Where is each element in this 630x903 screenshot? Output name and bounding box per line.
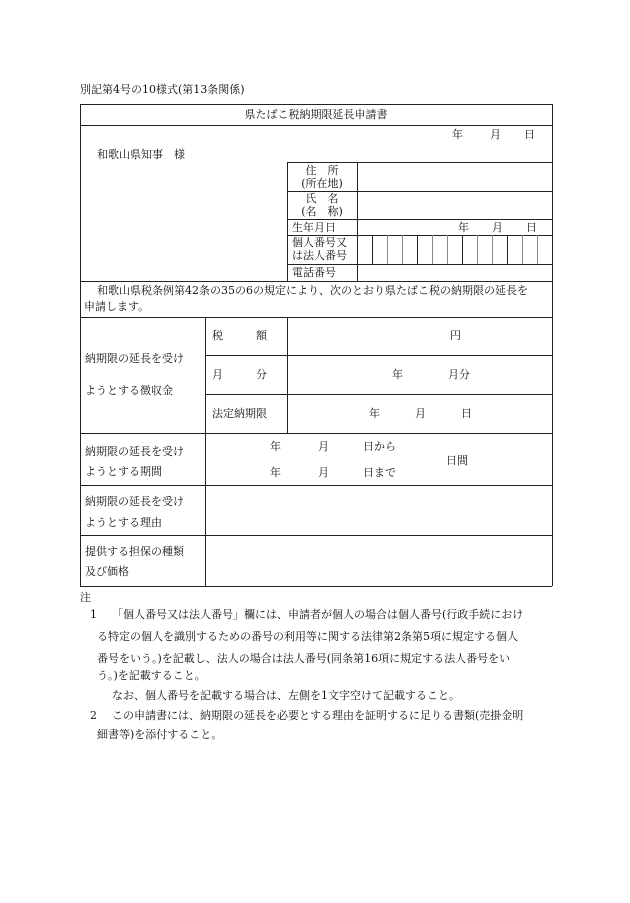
form-title: 県たばこ税納期限延長申請書 [244, 108, 388, 121]
address-field[interactable] [358, 163, 551, 190]
phone-field[interactable] [358, 265, 551, 280]
month-month-field[interactable]: 月分 [448, 368, 470, 381]
date-day-field[interactable]: 日 [524, 128, 535, 141]
reason-label-1: 納期限の延長を受け [85, 495, 184, 508]
note-2-number: 2 [90, 709, 97, 722]
address-label: 住 所 [305, 164, 339, 177]
reason-label-2: ようとする理由 [85, 516, 162, 529]
note-1-line-5: なお、個人番号を記載する場合は、左側を1文字空けて記載すること。 [112, 689, 460, 702]
collection-label-2: ようとする徴収金 [85, 384, 173, 397]
phone-label: 電話番号 [292, 266, 336, 279]
note-2-line-2: 細書等)を添付すること。 [97, 728, 223, 741]
statement-line-2: 申請します。 [84, 300, 150, 313]
period-label-1: 納期限の延長を受け [85, 445, 184, 458]
addressee: 和歌山県知事 様 [97, 148, 185, 161]
period-to-day[interactable]: 日まで [363, 466, 396, 479]
birth-date-label: 生年月日 [292, 221, 336, 234]
date-year-field[interactable]: 年 [452, 128, 463, 141]
period-days-field[interactable]: 日間 [446, 454, 468, 467]
note-2-line-1: この申請書には、納期限の延長を必要とする理由を証明するに足りる書類(売掛金明 [112, 709, 524, 722]
address-sublabel: (所在地) [301, 177, 343, 190]
month-label: 月 分 [212, 368, 267, 381]
tax-amount-label: 税 額 [212, 329, 267, 342]
reason-field[interactable] [206, 486, 551, 534]
number-sublabel: は法人番号 [292, 249, 347, 262]
tax-amount-field[interactable]: 円 [450, 329, 461, 342]
name-field[interactable] [358, 192, 551, 218]
deadline-label: 法定納期限 [212, 407, 267, 420]
note-1-number: 1 [90, 608, 97, 621]
deadline-month-field[interactable]: 月 [415, 407, 426, 420]
collateral-label-1: 提供する担保の種類 [85, 545, 184, 558]
birth-year-field[interactable]: 年 [458, 221, 469, 234]
period-from-day[interactable]: 日から [363, 440, 396, 453]
note-1-line-3: 番号をいう。)を記載し、法人の場合は法人番号(同条第16項に規定する法人番号をい [97, 652, 511, 665]
deadline-year-field[interactable]: 年 [369, 407, 380, 420]
note-1-line-4: う。)を記載すること。 [97, 669, 206, 682]
notes-heading: 注 [80, 591, 91, 604]
date-month-field[interactable]: 月 [490, 128, 501, 141]
birth-day-field[interactable]: 日 [526, 221, 537, 234]
deadline-day-field[interactable]: 日 [461, 407, 472, 420]
note-1-line-1: 「個人番号又は法人番号」欄には、申請者が個人の場合は個人番号(行政手続におけ [112, 608, 524, 621]
birth-month-field[interactable]: 月 [492, 221, 503, 234]
period-to-year[interactable]: 年 [270, 466, 281, 479]
note-1-line-2: る特定の個人を識別するための番号の利用等に関する法律第2条第5項に規定する個人 [97, 630, 518, 643]
collateral-label-2: 及び価格 [85, 565, 129, 578]
collection-label-1: 納期限の延長を受け [85, 352, 184, 365]
name-sublabel: (名 称) [301, 205, 343, 218]
period-from-year[interactable]: 年 [270, 440, 281, 453]
number-label: 個人番号又 [292, 236, 347, 249]
name-label: 氏 名 [305, 192, 339, 205]
statement-line-1: 和歌山県税条例第42条の35の6の規定により、次のとおり県たばこ税の納期限の延長を [97, 284, 528, 297]
period-label-2: ようとする期間 [85, 465, 162, 478]
form-number-label: 別記第4号の10様式(第13条関係) [80, 83, 245, 96]
collateral-field[interactable] [206, 536, 551, 585]
month-year-field[interactable]: 年 [392, 368, 403, 381]
period-from-month[interactable]: 月 [318, 440, 329, 453]
period-to-month[interactable]: 月 [318, 466, 329, 479]
